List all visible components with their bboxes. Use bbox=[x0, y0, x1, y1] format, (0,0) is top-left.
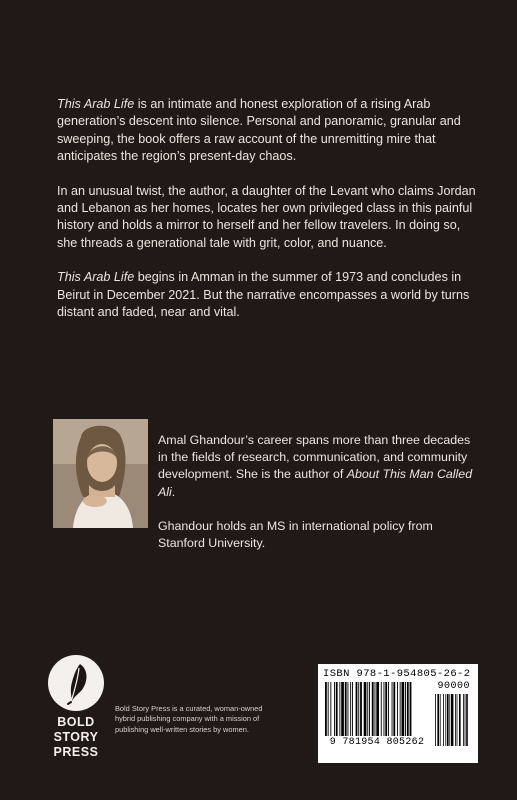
addon-bar bbox=[443, 694, 444, 746]
book-title-italic: This Arab Life bbox=[57, 97, 135, 111]
barcode-bar bbox=[339, 682, 340, 736]
barcode-bar bbox=[402, 682, 405, 736]
publisher-description: Bold Story Press is a curated, woman-owned hybrid publishing company with a mission of publishing well-written stories by women. bbox=[115, 704, 263, 734]
author-bio bbox=[158, 432, 478, 569]
previous-book-title: About This Man Called Ali bbox=[158, 467, 473, 499]
barcode-bar bbox=[367, 682, 368, 736]
barcode-bar bbox=[372, 682, 374, 736]
ean-digits: 9 781954 805262 bbox=[323, 737, 431, 748]
addon-bar bbox=[451, 694, 453, 746]
blurb-paragraph-1 bbox=[57, 96, 477, 166]
barcode-bar bbox=[336, 682, 338, 736]
barcode-bar bbox=[388, 682, 389, 736]
barcode-bar bbox=[397, 682, 398, 736]
book-title-italic: This Arab Life bbox=[57, 270, 135, 285]
addon-bar bbox=[465, 694, 466, 746]
barcode-bar bbox=[348, 682, 349, 736]
barcode-bar bbox=[393, 682, 395, 736]
publisher-name-line: STORY bbox=[53, 730, 99, 744]
addon-bar bbox=[437, 694, 439, 746]
barcode-bar bbox=[381, 682, 382, 736]
addon-bar bbox=[449, 694, 450, 746]
barcode-bar bbox=[405, 682, 406, 736]
barcode-bar bbox=[369, 682, 370, 736]
publisher-name-line: BOLD bbox=[57, 715, 95, 729]
blurb-paragraph-3 bbox=[57, 269, 477, 321]
quill-feather-icon bbox=[56, 661, 96, 705]
blurb-text: is an intimate and honest exploration of a rising Arab generation’s descent into silence. Personal and panoramic, granular and sweeping, the book offers a raw account of the unremitting mire that anticipates the region’s present-day chaos. bbox=[57, 97, 461, 164]
publisher-name-line: PRESS bbox=[53, 745, 99, 759]
barcode-bar bbox=[392, 682, 393, 736]
addon-bar bbox=[440, 694, 441, 746]
publisher-name bbox=[47, 715, 105, 760]
barcode-bar bbox=[385, 682, 387, 736]
barcode-bar bbox=[334, 682, 335, 736]
barcode-bar bbox=[325, 682, 327, 736]
barcode-bar bbox=[358, 682, 359, 736]
blurb-text: begins in Amman in the summer of 1973 and concludes in Beirut in December 2021. But the narrative encompasses a world by turns distant and faded, near and vital. bbox=[57, 270, 470, 320]
barcode-bar bbox=[376, 682, 379, 736]
barcode-bar bbox=[410, 682, 412, 736]
author-portrait-image bbox=[53, 419, 148, 528]
addon-bar bbox=[455, 694, 456, 746]
isbn-barcode bbox=[318, 664, 478, 763]
price-code: 90000 bbox=[437, 681, 470, 692]
barcode-bar bbox=[356, 682, 358, 736]
bio-paragraph-1 bbox=[158, 432, 478, 501]
barcode-bar bbox=[352, 682, 353, 736]
addon-bar bbox=[445, 694, 446, 746]
author-photo bbox=[53, 419, 148, 528]
barcode-bar bbox=[330, 682, 331, 736]
barcode-bar bbox=[341, 682, 344, 736]
bio-paragraph-2: Ghandour holds an MS in international policy from Stanford University. bbox=[158, 518, 433, 551]
addon-bar bbox=[457, 694, 458, 746]
barcode-bar bbox=[360, 682, 362, 736]
barcode-bar bbox=[400, 682, 401, 736]
isbn-label: ISBN 978-1-954805-26-2 bbox=[323, 668, 471, 680]
addon-bar bbox=[459, 694, 461, 746]
barcode-bar bbox=[407, 682, 409, 736]
barcode-bar bbox=[345, 682, 347, 736]
addon-bar bbox=[447, 694, 449, 746]
barcode-bar bbox=[364, 682, 367, 736]
barcode-bar bbox=[375, 682, 376, 736]
addon-bar bbox=[466, 694, 468, 746]
addon-bar bbox=[435, 694, 436, 746]
addon-bar bbox=[463, 694, 464, 746]
barcode-area bbox=[323, 682, 473, 748]
blurb-paragraph-2: In an unusual twist, the author, a daughter of the Levant who claims Jordan and Lebanon as her homes, locates her own privileged class in this painful history and holds a mirror to herself and her fellow travelers. In doing so, she threads a generational tale with grit, color, and nuance. bbox=[57, 183, 476, 250]
bio-text-end: . bbox=[171, 484, 176, 499]
barcode-bar bbox=[384, 682, 385, 736]
barcode-bar bbox=[328, 682, 329, 736]
barcode-bar bbox=[350, 682, 351, 736]
publisher-logo bbox=[48, 655, 104, 711]
book-blurb bbox=[57, 96, 477, 338]
bio-text: Amal Ghandour’s career spans more than three decades in the fields of research, communication, and community development. She is the author of bbox=[158, 433, 471, 482]
